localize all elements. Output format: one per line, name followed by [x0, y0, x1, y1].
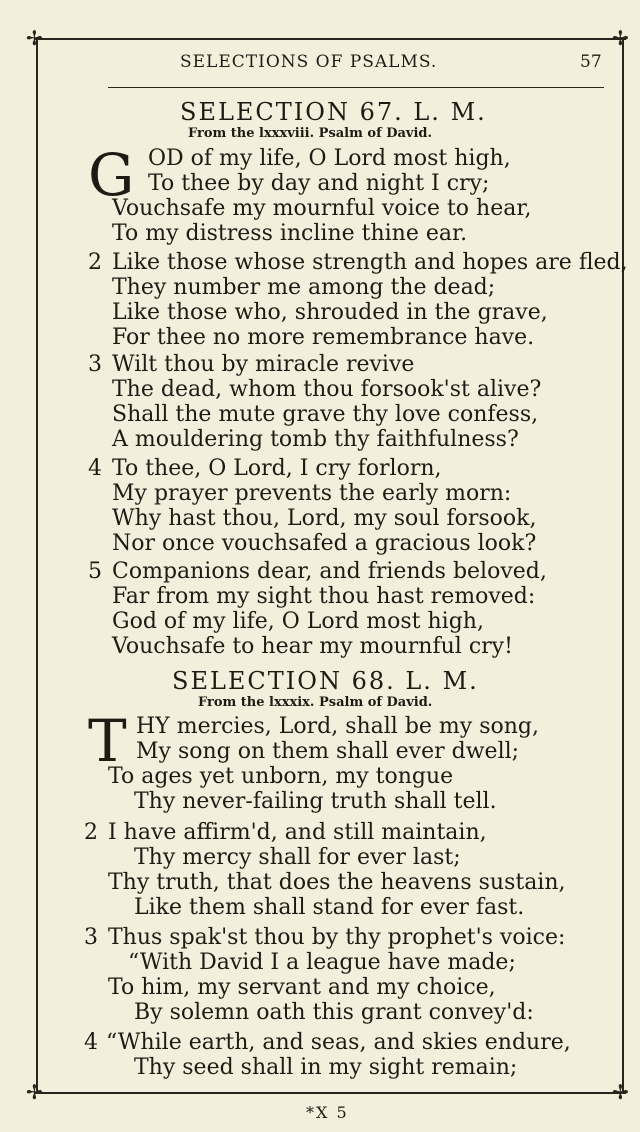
top-border-rule: [34, 38, 626, 40]
corner-ornament-icon: ✢: [26, 26, 43, 50]
page-number: 57: [580, 52, 602, 72]
corner-ornament-icon: ✢: [612, 26, 629, 50]
verse-line: The dead, whom thou forsook'st alive?: [112, 377, 542, 402]
verse-line: A mouldering tomb thy faithfulness?: [112, 427, 519, 452]
verse-number: 2: [84, 820, 98, 845]
verse-line: Thy mercy shall for ever last;: [134, 845, 461, 870]
verse-line: To my distress incline thine ear.: [112, 221, 468, 246]
signature-mark: *X 5: [306, 1103, 349, 1122]
verse-line: Like those whose strength and hopes are fled,: [112, 250, 628, 275]
corner-ornament-icon: ✢: [26, 1080, 43, 1104]
selection-68-title: SELECTION 68. L. M.: [172, 667, 479, 695]
verse-line: Like those who, shrouded in the grave,: [112, 300, 548, 325]
dropcap-letter: G: [88, 141, 135, 209]
verse-line: “While earth, and seas, and skies endure,: [106, 1030, 571, 1055]
header-rule: [108, 87, 604, 88]
verse-line: By solemn oath this grant convey'd:: [134, 1000, 534, 1025]
verse-line: God of my life, O Lord most high,: [112, 609, 484, 634]
dropcap-letter: T: [88, 707, 127, 775]
verse-line: HY mercies, Lord, shall be my song,: [136, 714, 539, 739]
verse-number: 4: [88, 456, 102, 481]
verse-line: Thus spak'st thou by thy prophet's voice:: [108, 925, 566, 950]
verse-line: Thy seed shall in my sight remain;: [134, 1055, 518, 1080]
verse-line: Companions dear, and friends beloved,: [112, 559, 547, 584]
verse-line: Nor once vouchsafed a gracious look?: [112, 531, 537, 556]
verse-line: To ages yet unborn, my tongue: [108, 764, 454, 789]
verse-number: 3: [88, 352, 102, 377]
verse-line: I have affirm'd, and still maintain,: [108, 820, 487, 845]
selection-67-title: SELECTION 67. L. M.: [180, 98, 487, 126]
verse-line: Wilt thou by miracle revive: [112, 352, 415, 377]
verse-line: Why hast thou, Lord, my soul forsook,: [112, 506, 537, 531]
left-border-rule: [36, 38, 38, 1092]
verse-line: Thy never-failing truth shall tell.: [134, 789, 497, 814]
right-border-rule: [622, 38, 624, 1092]
verse-line: To him, my servant and my choice,: [108, 975, 496, 1000]
corner-ornament-icon: ✢: [612, 1080, 629, 1104]
verse-number: 4: [84, 1030, 98, 1055]
verse-number: 5: [88, 559, 102, 584]
verse-line: Thy truth, that does the heavens sustain,: [108, 870, 566, 895]
verse-line: They number me among the dead;: [112, 275, 496, 300]
verse-number: 2: [88, 250, 102, 275]
verse-line: My prayer prevents the early morn:: [112, 481, 512, 506]
bottom-border-rule: [34, 1092, 626, 1094]
verse-line: My song on them shall ever dwell;: [136, 739, 520, 764]
verse-line: To thee, O Lord, I cry forlorn,: [112, 456, 442, 481]
verse-line: Vouchsafe my mournful voice to hear,: [112, 196, 532, 221]
selection-67-source: From the lxxxviii. Psalm of David.: [188, 126, 432, 141]
verse-line: To thee by day and night I cry;: [148, 171, 490, 196]
selection-68-source: From the lxxxix. Psalm of David.: [198, 695, 433, 710]
verse-line: Like them shall stand for ever fast.: [134, 895, 525, 920]
verse-line: Shall the mute grave thy love confess,: [112, 402, 539, 427]
verse-line: Far from my sight thou hast removed:: [112, 584, 536, 609]
verse-line: OD of my life, O Lord most high,: [148, 146, 511, 171]
verse-line: Vouchsafe to hear my mournful cry!: [112, 634, 513, 659]
running-title: SELECTIONS OF PSALMS.: [180, 52, 438, 72]
verse-number: 3: [84, 925, 98, 950]
verse-line: For thee no more remembrance have.: [112, 325, 535, 350]
verse-line: “With David I a league have made;: [128, 950, 516, 975]
